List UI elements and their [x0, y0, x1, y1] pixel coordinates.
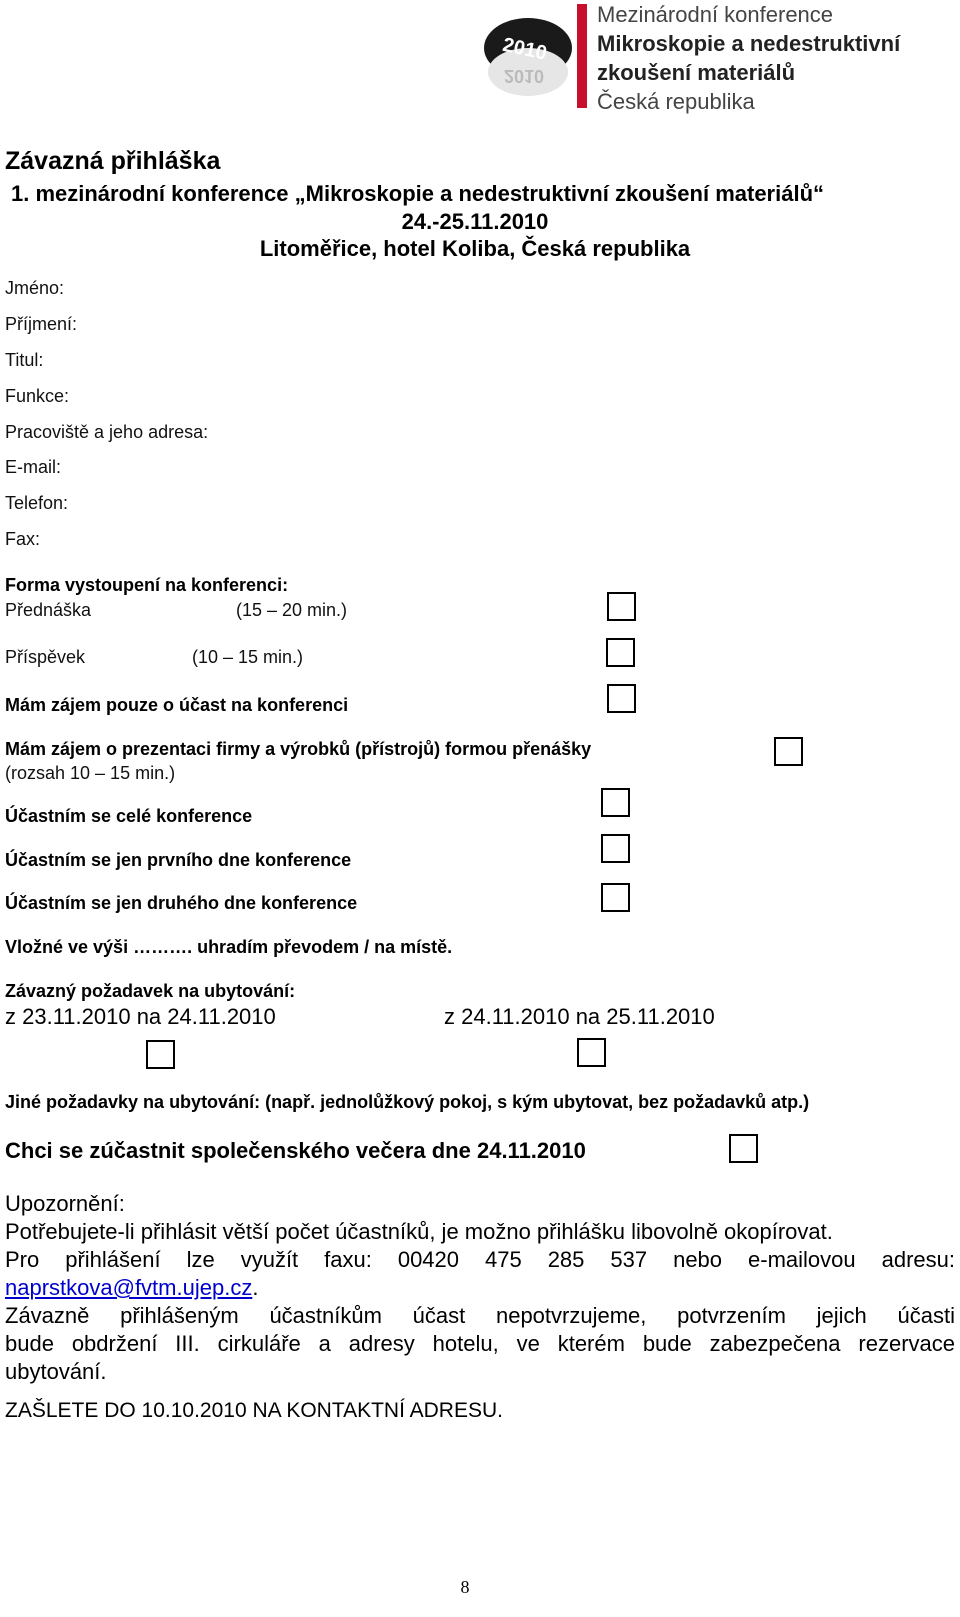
page-number: 8 — [460, 1577, 470, 1597]
field-email: E-mail: — [5, 457, 62, 477]
vecer-label: Chci se zúčastnit společenského večera dne 24.11.2010 — [5, 1138, 586, 1163]
notice-email-row — [5, 1275, 258, 1301]
field-jmeno: Jméno: — [5, 278, 65, 298]
send-deadline: ZAŠLETE DO 10.10.2010 NA KONTAKTNÍ ADRESU. — [5, 1399, 503, 1422]
logo-line-3: zkoušení materiálů — [597, 60, 796, 85]
logo-line-1: Mezinárodní konference — [597, 2, 834, 27]
pouze-ucast-checkbox[interactable] — [607, 684, 636, 713]
prvni-checkbox[interactable] — [601, 834, 630, 863]
night1-label: z 23.11.2010 na 24.11.2010 — [5, 1004, 276, 1029]
pouze-ucast-label: Mám zájem pouze o účast na konferenci — [5, 695, 349, 715]
logo-line-2: Mikroskopie a nedestruktivní — [597, 31, 901, 56]
field-telefon: Telefon: — [5, 493, 69, 513]
prispevek-checkbox[interactable] — [606, 638, 635, 667]
forma-heading: Forma vystoupení na konferenci: — [5, 575, 289, 595]
ubytovani-heading: Závazný požadavek na ubytování: — [5, 981, 296, 1001]
field-pracoviste: Pracoviště a jeho adresa: — [5, 422, 209, 442]
field-prijmeni: Příjmení: — [5, 314, 78, 334]
notice-line2: Pro přihlášení lze využít faxu: 00420 475 285 537 nebo e-mailovou adresu: — [5, 1247, 955, 1272]
field-funkce: Funkce: — [5, 386, 70, 406]
cele-label: Účastním se celé konference — [5, 806, 253, 826]
field-fax: Fax: — [5, 529, 41, 549]
cele-checkbox[interactable] — [601, 788, 630, 817]
prednaska-checkbox[interactable] — [607, 592, 636, 621]
prispevek-time: (10 – 15 min.) — [192, 647, 304, 667]
notice-heading: Upozornění: — [5, 1191, 125, 1216]
vlozne-text: Vložné ve výši ………. uhradím převodem / na místě. — [5, 937, 453, 957]
email-period: . — [252, 1275, 259, 1300]
field-titul: Titul: — [5, 350, 44, 370]
conference-name: 1. mezinárodní konference „Mikroskopie a nedestruktivní zkoušení materiálů“ — [11, 181, 825, 206]
contact-email-link[interactable]: naprstkova@fvtm.ujep.cz — [5, 1275, 253, 1300]
logo-year-mirror: 2010 — [504, 66, 545, 86]
prezentace-checkbox[interactable] — [774, 737, 803, 766]
prispevek-label: Příspěvek — [5, 647, 86, 667]
prednaska-label: Přednáška — [5, 600, 92, 620]
night2-checkbox[interactable] — [577, 1038, 606, 1067]
logo-year: 2010 — [500, 33, 549, 65]
conference-place: Litoměřice, hotel Koliba, Česká republika — [259, 236, 691, 261]
notice-line4: bude obdržení III. cirkuláře a adresy hotelu, ve kterém bude zabezpečena rezervace — [5, 1331, 955, 1356]
prezentace-time: (rozsah 10 – 15 min.) — [5, 763, 176, 783]
logo-line-4: Česká republika — [597, 89, 755, 114]
form-title: Závazná přihláška — [5, 147, 221, 175]
ubytovani-other: Jiné požadavky na ubytování: (např. jednolůžkový pokoj, s kým ubytovat, bez požadavků atp.) — [5, 1092, 810, 1112]
prezentace-label: Mám zájem o prezentaci firmy a výrobků (přístrojů) formou přenášky — [5, 739, 592, 759]
notice-line1: Potřebujete-li přihlásit větší počet účastníků, je možno přihlášku libovolně okopírovat. — [5, 1219, 833, 1244]
logo-disc-icon — [482, 12, 578, 98]
prvni-label: Účastním se jen prvního dne konference — [5, 850, 352, 870]
druhy-checkbox[interactable] — [601, 883, 630, 912]
druhy-label: Účastním se jen druhého dne konference — [5, 893, 358, 913]
night2-label: z 24.11.2010 na 25.11.2010 — [444, 1004, 715, 1029]
vecer-checkbox[interactable] — [729, 1134, 758, 1163]
logo-text — [597, 0, 900, 116]
night1-checkbox[interactable] — [146, 1040, 175, 1069]
notice-line3: Závazně přihlášeným účastníkům účast nepotvrzujeme, potvrzením jejich účasti — [5, 1303, 955, 1328]
notice-line5: ubytování. — [5, 1359, 107, 1384]
logo-red-bar — [577, 4, 587, 108]
conference-dates: 24.-25.11.2010 — [401, 209, 549, 234]
prednaska-time: (15 – 20 min.) — [236, 600, 348, 620]
